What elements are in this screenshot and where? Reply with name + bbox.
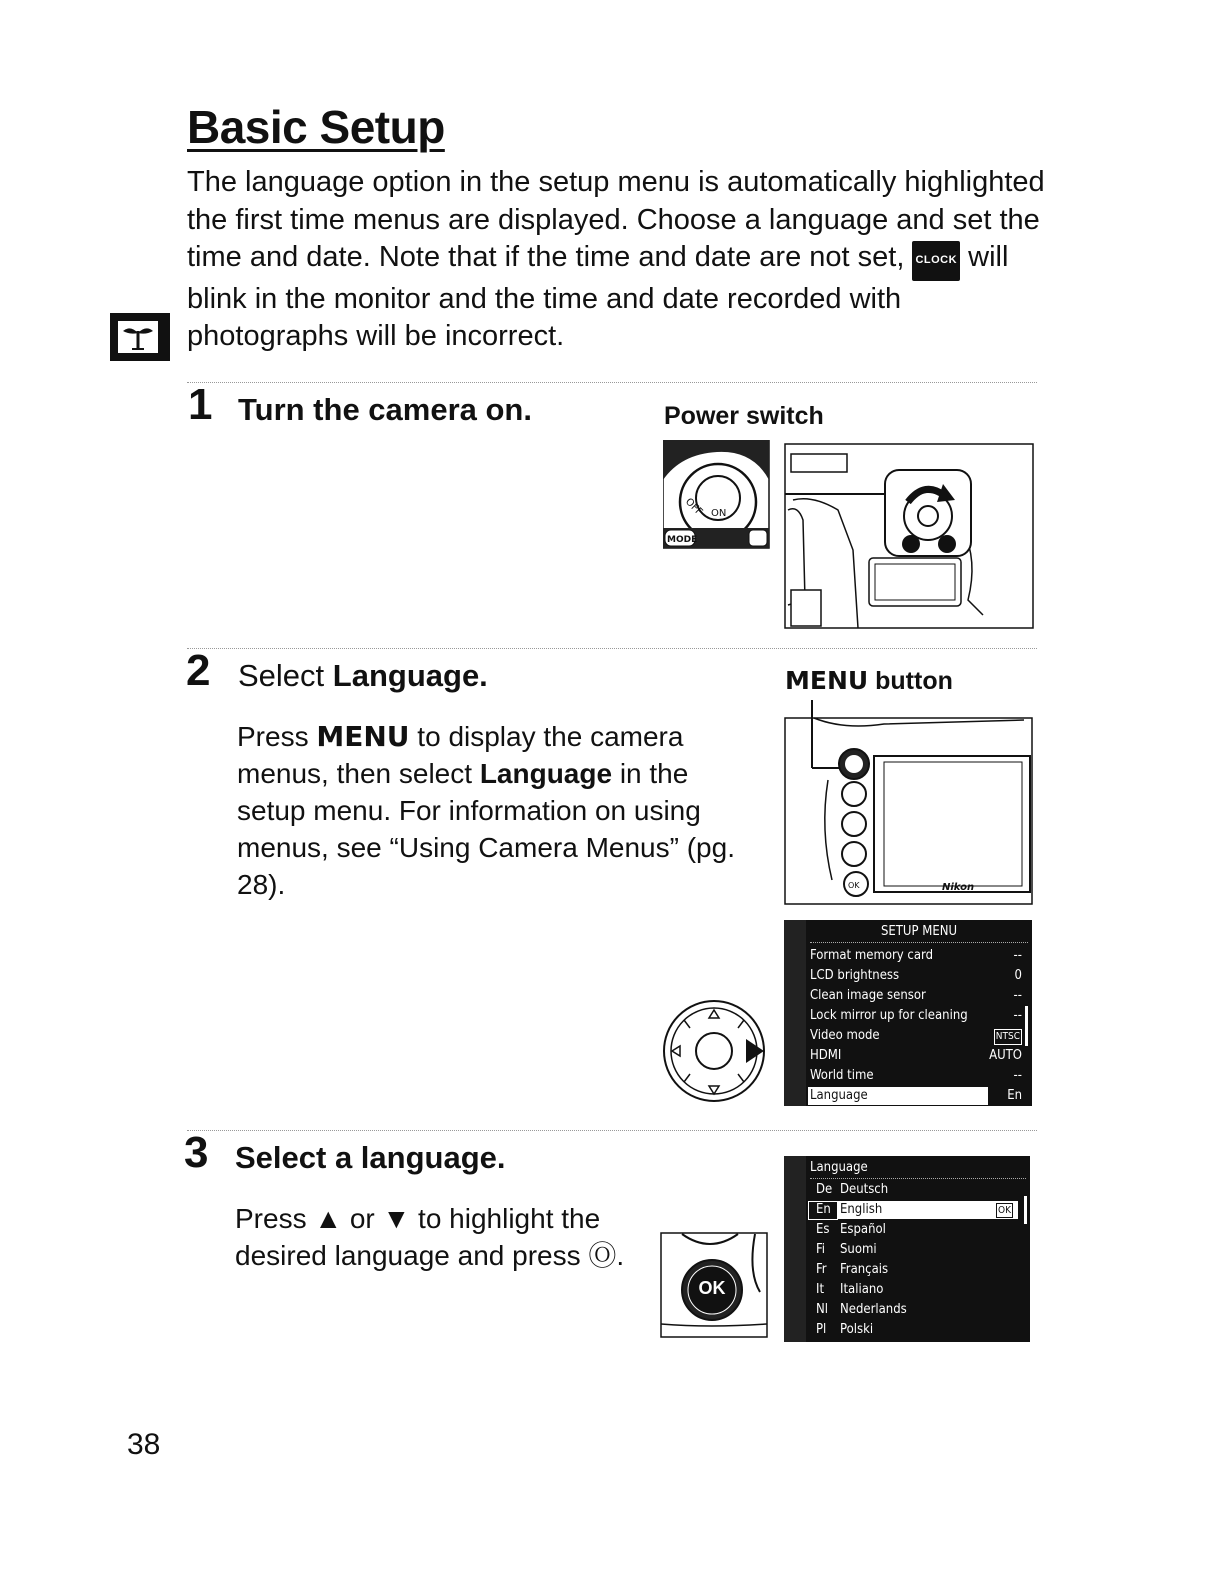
menu-item-label: Language <box>810 1088 868 1103</box>
menu-button-illustration <box>784 700 1034 906</box>
ok-button-illustration <box>660 1232 768 1338</box>
setup-menu-title: SETUP MENU <box>810 922 1028 943</box>
step-heading <box>238 658 488 694</box>
power-switch-illustration <box>663 440 1035 630</box>
svg-text:ON: ON <box>711 508 727 519</box>
language-name: English <box>840 1202 883 1217</box>
text-segment: Press <box>235 1203 315 1234</box>
step-heading-bold: Language. <box>332 658 488 693</box>
menu-item-value: 0 <box>1014 968 1022 983</box>
menu-item-label: Lock mirror up for cleaning <box>810 1008 968 1023</box>
svg-text:OK: OK <box>848 881 860 890</box>
menu-item-label: World time <box>810 1068 874 1083</box>
menu-word: MENU <box>785 666 869 695</box>
text-segment: in the setup menu. For information on using menus, see “Using Camera Menus” (pg. 28). <box>237 758 735 900</box>
language-name: Polski <box>840 1322 874 1337</box>
section-divider <box>187 382 1037 383</box>
section-divider <box>187 648 1037 649</box>
step-number: 1 <box>188 380 213 429</box>
menu-item-label: HDMI <box>810 1048 842 1063</box>
language-name: Español <box>840 1222 886 1237</box>
section-divider <box>187 1130 1037 1131</box>
menu-item-label: LCD brightness <box>810 968 900 983</box>
language-item[interactable] <box>784 1220 1030 1240</box>
ok-badge: OK <box>998 1205 1011 1216</box>
intro-text-2: will blink in the monitor and the time and date recorded with photographs will be incorrect. <box>187 241 1009 352</box>
text-segment: to display the camera menus, then select <box>237 721 684 789</box>
intro-paragraph <box>187 164 1047 356</box>
language-item[interactable] <box>784 1180 1030 1200</box>
language-item[interactable] <box>784 1300 1030 1320</box>
step-number: 2 <box>186 646 211 695</box>
menu-word: MENU <box>316 720 410 753</box>
language-name: Suomi <box>840 1242 877 1257</box>
ok-icon: Ⓞ <box>588 1240 617 1271</box>
language-code: Nl <box>816 1302 828 1317</box>
nikon-logo: Nikon <box>942 882 975 893</box>
menu-item-value: -- <box>1013 988 1022 1003</box>
language-menu-title: Language <box>810 1158 1026 1179</box>
language-code: It <box>816 1282 825 1297</box>
language-item[interactable] <box>784 1240 1030 1260</box>
menu-item-value: En <box>1007 1088 1022 1103</box>
menu-item[interactable] <box>784 1006 1032 1026</box>
menu-item-value: -- <box>1013 1008 1022 1023</box>
language-name: Italiano <box>840 1282 884 1297</box>
menu-item-value: AUTO <box>989 1048 1022 1063</box>
language-code: Pl <box>816 1322 827 1337</box>
button-word: button <box>868 667 953 695</box>
menu-item[interactable] <box>784 1066 1032 1086</box>
language-name: Français <box>840 1262 889 1277</box>
language-code: De <box>816 1182 833 1197</box>
language-name: Nederlands <box>840 1302 907 1317</box>
language-code: Es <box>816 1222 830 1237</box>
text-segment: . <box>616 1240 625 1271</box>
language-item[interactable] <box>784 1280 1030 1300</box>
step-heading-prefix: Select <box>238 658 333 693</box>
page-title: Basic Setup <box>187 101 445 153</box>
menu-item-selected[interactable] <box>784 1086 1032 1106</box>
menu-item-label: Video mode <box>810 1028 880 1043</box>
menu-item[interactable] <box>784 966 1032 986</box>
language-word: Language <box>479 758 613 789</box>
language-code: En <box>816 1202 831 1217</box>
menu-item[interactable] <box>784 986 1032 1006</box>
svg-text:OFF: OFF <box>682 496 705 518</box>
page-number: 38 <box>127 1428 161 1461</box>
menu-item-label: Clean image sensor <box>810 988 926 1003</box>
language-code: Fr <box>816 1262 827 1277</box>
menu-item[interactable] <box>784 1046 1032 1066</box>
step-number: 3 <box>184 1128 209 1177</box>
menu-item-label: Format memory card <box>810 948 934 963</box>
step-heading: Select a language. <box>235 1140 506 1175</box>
clock-icon: CLOCK <box>912 241 960 281</box>
language-item-selected[interactable] <box>784 1200 1030 1220</box>
language-item[interactable] <box>784 1320 1030 1340</box>
step-instructions <box>237 718 757 903</box>
text-segment: or <box>342 1203 383 1234</box>
menu-button-label <box>785 666 953 696</box>
text-segment: to highlight the desired language and press <box>235 1203 601 1271</box>
menu-item[interactable] <box>784 1026 1032 1046</box>
menu-item-value: -- <box>1013 948 1022 963</box>
text-segment: Press <box>237 721 317 752</box>
step-heading: Turn the camera on. <box>238 392 532 427</box>
menu-item[interactable] <box>784 946 1032 966</box>
up-arrow-icon: ▲ <box>314 1203 343 1234</box>
language-menu-screen <box>784 1156 1030 1342</box>
menu-item-value: -- <box>1013 1068 1022 1083</box>
down-arrow-icon: ▼ <box>382 1203 411 1234</box>
scrollbar[interactable] <box>1024 1196 1027 1224</box>
setup-section-icon <box>110 313 170 361</box>
mode-label: MODE <box>667 535 698 545</box>
multi-selector-illustration <box>660 996 768 1106</box>
power-switch-label: Power switch <box>664 402 824 430</box>
language-item[interactable] <box>784 1260 1030 1280</box>
step-instructions <box>235 1200 655 1274</box>
menu-item-value: NTSC <box>994 1029 1022 1045</box>
ok-button-label: OK <box>698 1278 726 1298</box>
language-name: Deutsch <box>840 1182 889 1197</box>
intro-text-1: The language option in the setup menu is automatically highlighted the first time menus are displayed. Choose a language and set the time and date. Note that if the time and date are not set, <box>187 166 1045 273</box>
language-code: Fi <box>816 1242 826 1257</box>
scrollbar[interactable] <box>1025 1006 1028 1046</box>
setup-menu-screen <box>784 920 1032 1106</box>
